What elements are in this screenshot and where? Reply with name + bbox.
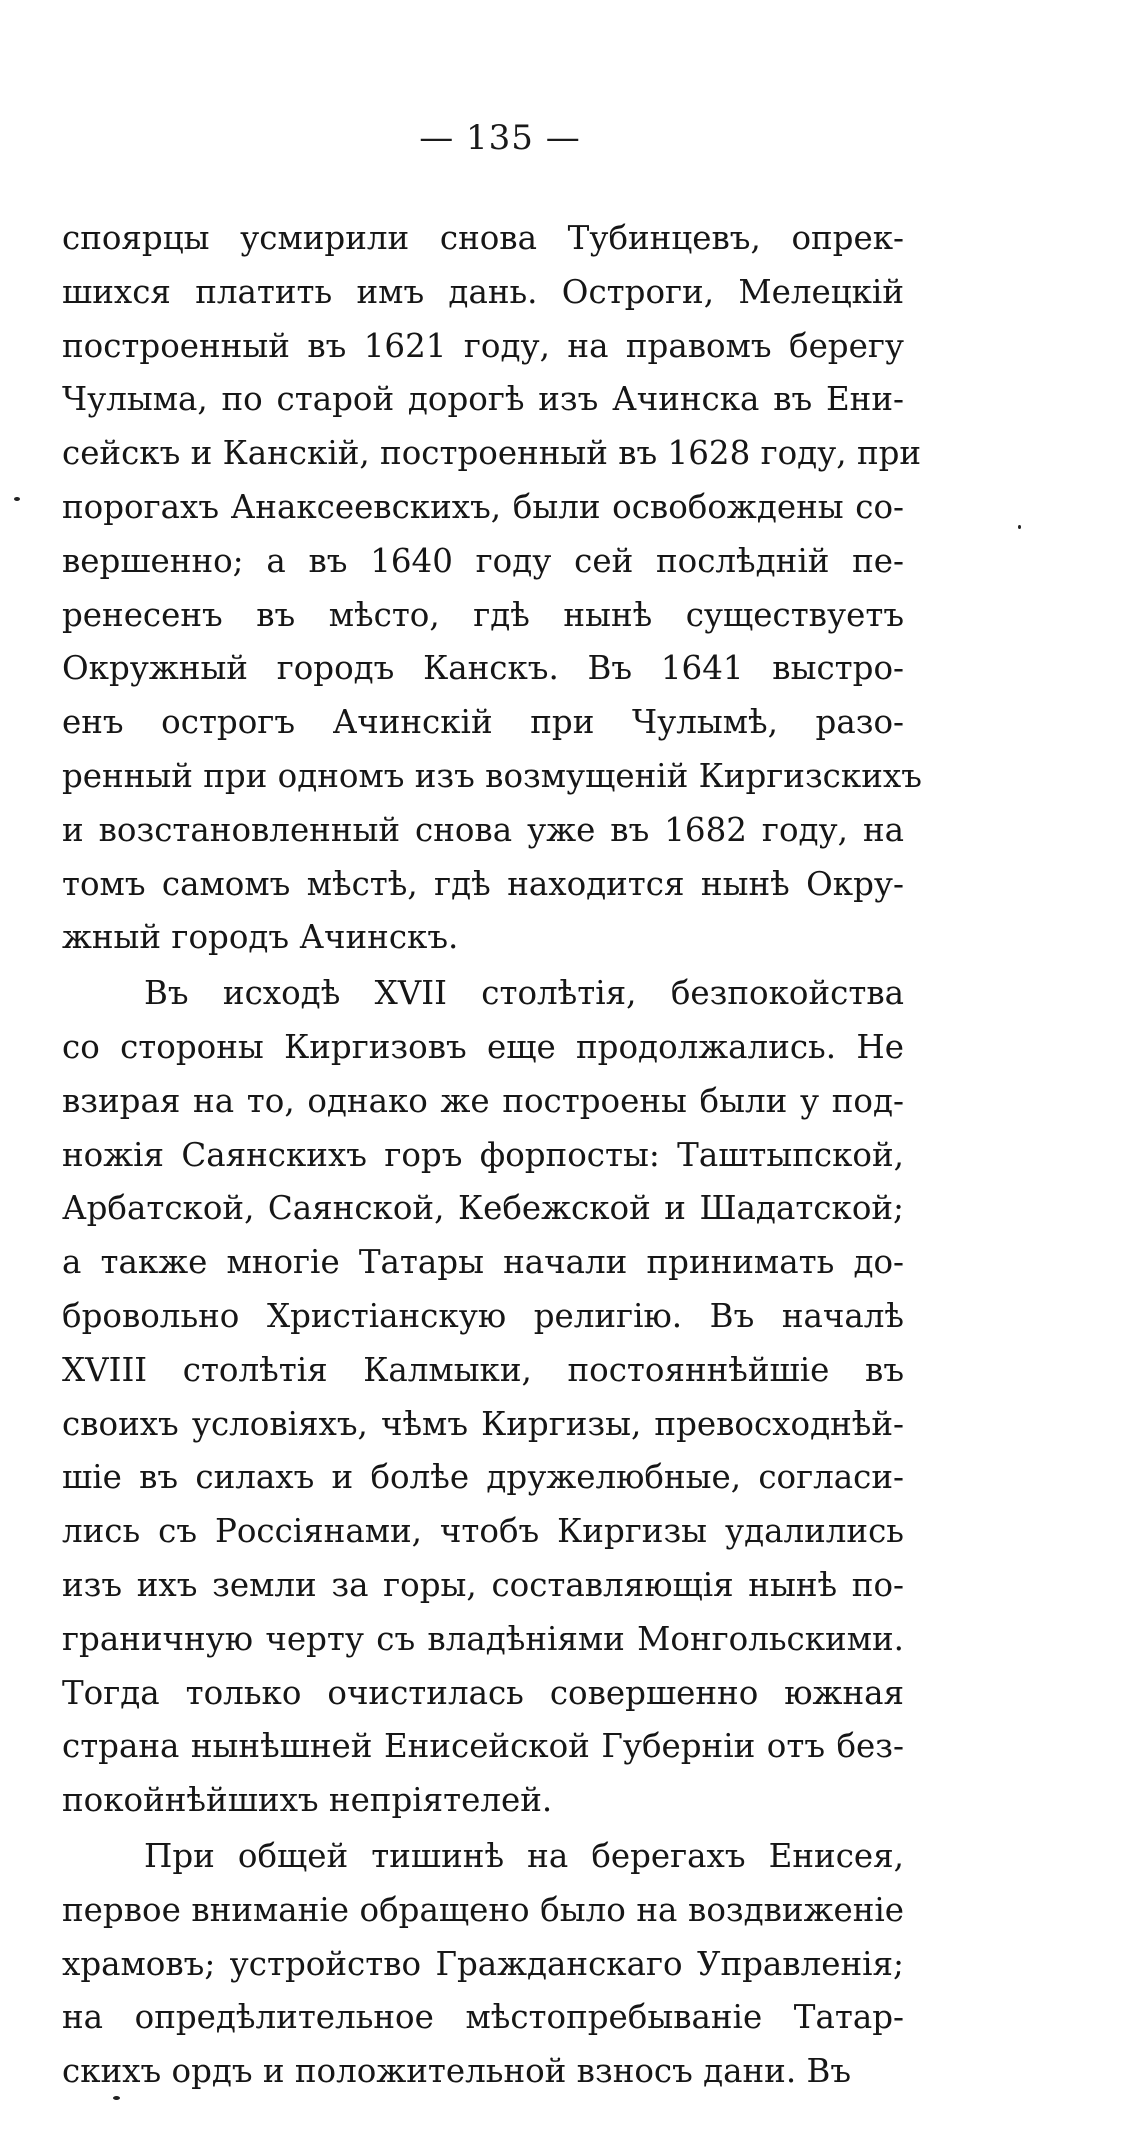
body-text — [62, 212, 922, 2099]
text-line: вершенно; а въ 1640 году сей послѣдній пе- — [62, 541, 904, 580]
text-line: и возстановленный снова уже въ 1682 году, на — [62, 810, 904, 849]
text-line: шихся платить имъ дань. Остроги, Мелецкій — [62, 272, 904, 311]
text-line: первое вниманіе обращено было на воздвиженіе — [62, 1890, 904, 1929]
text-line: храмовъ; устройство Гражданскаго Управленія; — [62, 1944, 904, 1983]
paragraph — [62, 212, 922, 965]
text-line: шіе въ силахъ и болѣе дружелюбные, согласи- — [62, 1458, 904, 1497]
text-line: на опредѣлительное мѣстопребываніе Татар- — [62, 1998, 904, 2037]
text-line: покойнѣйшихъ непріятелей. — [62, 1781, 553, 1820]
ink-speck — [14, 497, 20, 501]
text-line: скихъ ордъ и положительной взносъ дани. Въ — [62, 2052, 852, 2091]
text-line: а также многіе Татары начали принимать до- — [62, 1243, 904, 1282]
text-line: Въ исходѣ XVII столѣтія, безпокойства — [144, 974, 904, 1013]
text-line: ренный при одномъ изъ возмущеній Киргизскихъ — [62, 756, 922, 795]
text-line: граничную черту съ владѣніями Монгольскими. — [62, 1619, 904, 1658]
text-line: енъ острогъ Ачинскій при Чулымѣ, разо- — [62, 703, 904, 742]
ink-speck — [1018, 525, 1021, 529]
text-line: ренесенъ въ мѣсто, гдѣ нынѣ существуетъ — [62, 595, 904, 634]
text-line: порогахъ Анаксеевскихъ, были освобождены со- — [62, 487, 904, 526]
text-line: томъ самомъ мѣстѣ, гдѣ находится нынѣ Окру- — [62, 864, 904, 903]
text-line: Окружный городъ Канскъ. Въ 1641 выстро- — [62, 649, 904, 688]
text-line: лись съ Россіянами, чтобъ Киргизы удалились — [62, 1512, 904, 1551]
text-line: своихъ условіяхъ, чѣмъ Киргизы, превосходнѣй- — [62, 1404, 904, 1443]
text-line: Чулыма, по старой дорогѣ изъ Ачинска въ Ени- — [62, 380, 904, 419]
text-line: При общей тишинѣ на берегахъ Енисея, — [144, 1836, 904, 1875]
text-line: споярцы усмирили снова Тубинцевъ, опрек- — [62, 219, 904, 257]
ink-speck — [113, 2096, 120, 2100]
text-line: со стороны Киргизовъ еще продолжались. Не — [62, 1027, 904, 1066]
paragraph — [62, 1830, 904, 2099]
paragraph — [62, 967, 904, 1828]
text-line: взирая на то, однако же построены были у под- — [62, 1081, 904, 1120]
text-line: Арбатской, Саянской, Кебежской и Шадатской; — [62, 1189, 904, 1228]
text-line: построенный въ 1621 году, на правомъ берегу — [62, 326, 904, 365]
page-number: — 135 — — [419, 118, 581, 158]
text-line: страна нынѣшней Енисейской Губерніи отъ без- — [62, 1727, 904, 1766]
text-line: изъ ихъ земли за горы, составляющія нынѣ по- — [62, 1565, 904, 1604]
text-line: сейскъ и Канскій, построенный въ 1628 году, при — [62, 434, 922, 473]
text-line: XVIII столѣтія Калмыки, постояннѣйшіе въ — [62, 1350, 904, 1389]
text-line: жный городъ Ачинскъ. — [62, 918, 459, 957]
text-line: Тогда только очистилась совершенно южная — [62, 1673, 904, 1712]
text-line: ножія Саянскихъ горъ форпосты: Таштыпской, — [62, 1135, 904, 1174]
text-line: бровольно Христіанскую религію. Въ началѣ — [62, 1296, 904, 1335]
